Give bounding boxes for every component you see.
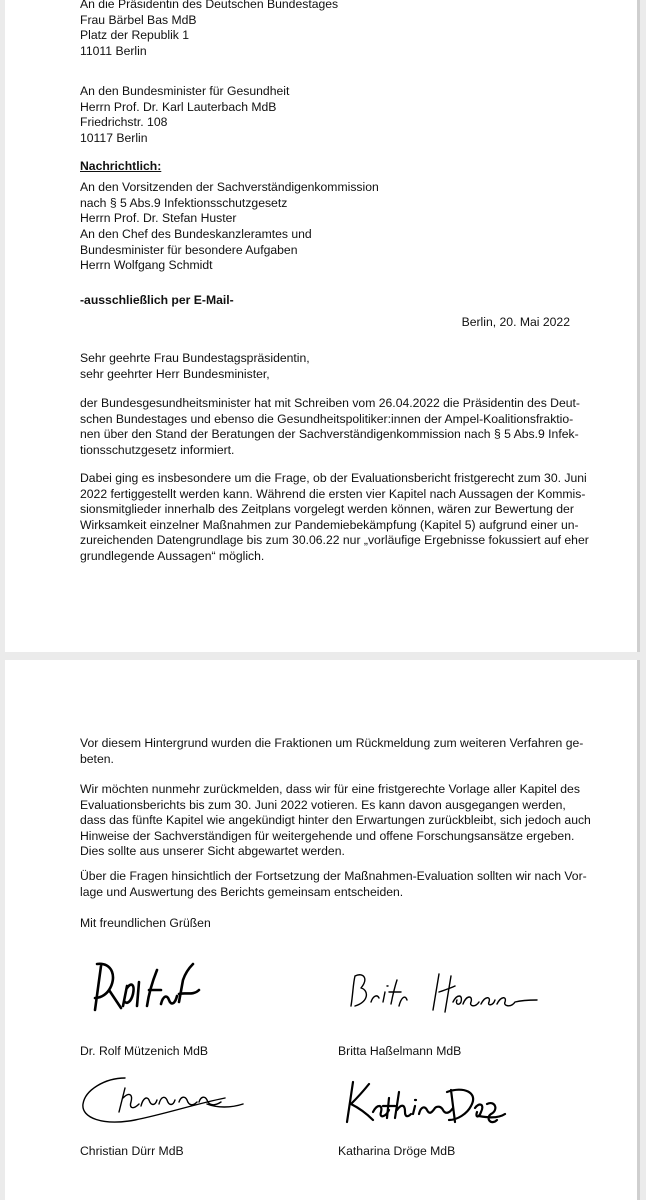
paragraph-line: sionsmitglieder innerhalb des Zeitplans vorgelegt werden können, wären zur Bewertung der <box>80 502 574 517</box>
paragraph-1 <box>80 396 580 458</box>
letter-page-2 <box>5 660 640 1200</box>
salutation-line: sehr geehrter Herr Bundesminister, <box>80 366 270 381</box>
signature-muetzenich <box>87 956 207 1020</box>
paragraph-line: dass das fünfte Kapitel wie angekündigt hinter den Erwartungen zurückbleibt, sich jedoch auch <box>80 813 591 828</box>
signature-hasselmann <box>343 966 543 1022</box>
cc-heading-text: Nachrichtlich: <box>80 159 162 173</box>
page-edge <box>637 660 640 1200</box>
page-edge <box>637 0 640 652</box>
paragraph-line: Wirksamkeit einzelner Maßnahmen zur Pandemiebekämpfung (Kapitel 5) aufgrund einer un- <box>80 517 579 532</box>
address-line: Frau Bärbel Bas MdB <box>80 12 197 27</box>
place-date: Berlin, 20. Mai 2022 <box>461 315 570 329</box>
paragraph-line: tionsschutzgesetz informiert. <box>80 442 235 457</box>
paragraph-line: beten. <box>80 751 114 766</box>
paragraph-line: grundlegende Aussagen“ möglich. <box>80 548 265 563</box>
paragraph-line: Dies sollte aus unserer Sicht abgewartet werden. <box>80 844 345 859</box>
paragraph-line: Wir möchten nunmehr zurückmelden, dass wir für eine fristgerechte Vorlage aller Kapitel des <box>80 782 580 796</box>
salutation <box>80 351 570 382</box>
address-line: An die Präsidentin des Deutschen Bundestages <box>80 0 339 11</box>
cc-kommission <box>80 180 570 227</box>
signatory-name: Katharina Dröge MdB <box>338 1144 456 1158</box>
address-line: An den Vorsitzenden der Sachverständigenkommission <box>80 180 379 194</box>
paragraph-3 <box>80 736 584 767</box>
paragraph-4 <box>80 782 591 860</box>
signatory-name: Christian Dürr MdB <box>80 1144 184 1158</box>
paragraph-line: Dabei ging es insbesondere um die Frage, ob der Evaluationsbericht fristgerecht zum 30. Juni <box>80 471 587 485</box>
paragraph-2 <box>80 471 589 565</box>
closing: Mit freundlichen Grüßen <box>80 916 211 930</box>
paragraph-line: lage und Auswertung des Berichts gemeinsam entscheiden. <box>80 884 404 899</box>
salutation-line: Sehr geehrte Frau Bundestagspräsidentin, <box>80 351 310 365</box>
address-line: Herrn Wolfgang Schmidt <box>80 258 213 273</box>
address-line: Platz der Republik 1 <box>80 28 190 43</box>
address-line: An den Bundesminister für Gesundheit <box>80 84 290 98</box>
delivery-note: -ausschließlich per E-Mail- <box>80 293 234 307</box>
signatory-name: Dr. Rolf Mützenich MdB <box>80 1044 209 1058</box>
signature-droege <box>339 1074 509 1134</box>
paragraph-line: zureichenden Datengrundlage bis zum 30.06.22 nur „vorläufige Ergebnisse fokussiert auf eher <box>80 533 589 548</box>
address-line: Herrn Prof. Dr. Karl Lauterbach MdB <box>80 99 277 114</box>
paragraph-line: schen Bundestages und ebenso die Gesundheitspolitiker:innen der Ampel-Koalitionsfraktio- <box>80 411 574 426</box>
address-line: Bundesminister für besondere Aufgaben <box>80 242 298 257</box>
signature-duerr <box>75 1068 255 1132</box>
paragraph-line: 2022 fertiggestellt werden kann. Während die ersten vier Kapitel nach Aussagen der Kommis- <box>80 486 586 501</box>
letter-page-1 <box>5 0 640 652</box>
paragraph-line: nen über den Stand der Beratungen der Sachverständigenkommission nach § 5 Abs.9 Infek- <box>80 427 579 442</box>
address-line: nach § 5 Abs.9 Infektionsschutzgesetz <box>80 195 288 210</box>
paragraph-line: Vor diesem Hintergrund wurden die Fraktionen um Rückmeldung zum weiteren Verfahren ge- <box>80 736 584 750</box>
cc-heading <box>80 159 570 175</box>
address-line: Herrn Prof. Dr. Stefan Huster <box>80 211 237 226</box>
address-line: 10117 Berlin <box>80 130 148 145</box>
address-line: An den Chef des Bundeskanzleramtes und <box>80 227 312 241</box>
signatory-name: Britta Haßelmann MdB <box>338 1044 462 1058</box>
paragraph-line: Hinweise der Sachverständigen für weitergehende und offene Forschungsansätze ergeben. <box>80 828 575 843</box>
paragraph-line: Über die Fragen hinsichtlich der Fortsetzung der Maßnahmen-Evaluation sollten wir nach Vor- <box>80 869 587 883</box>
paragraph-line: Evaluationsberichts bis zum 30. Juni 2022 votieren. Es kann davon ausgegangen werden, <box>80 797 566 812</box>
address-praesidentin <box>80 0 570 59</box>
address-line: 11011 Berlin <box>80 43 147 58</box>
paragraph-5 <box>80 869 587 900</box>
address-line: Friedrichstr. 108 <box>80 115 168 130</box>
paragraph-line: der Bundesgesundheitsminister hat mit Schreiben vom 26.04.2022 die Präsidentin des Deut- <box>80 396 580 410</box>
address-minister <box>80 84 570 146</box>
cc-kanzleramt <box>80 227 570 274</box>
